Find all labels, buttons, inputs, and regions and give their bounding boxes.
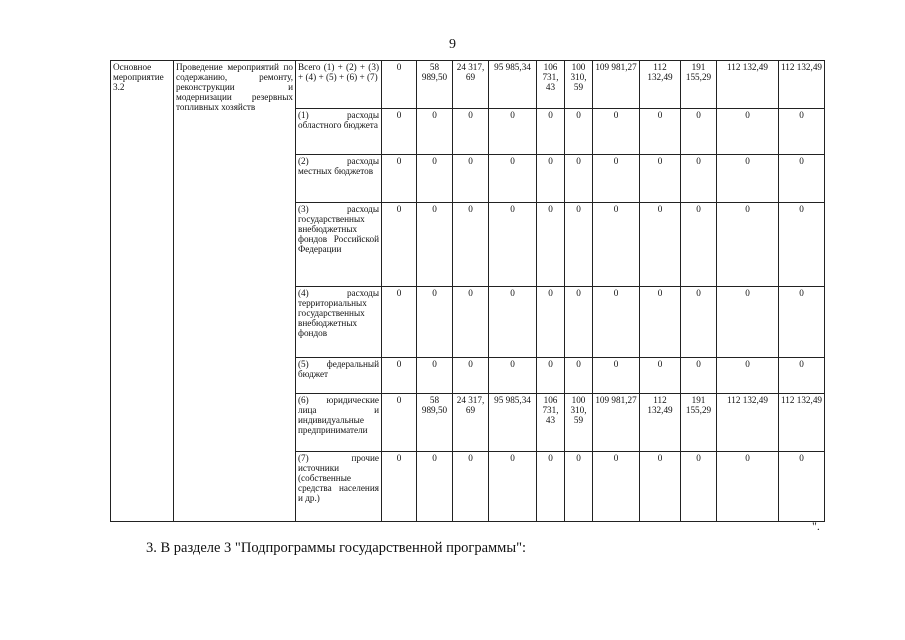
value-cell: 0 [681, 203, 717, 287]
value-cell: 112 132,49 [640, 61, 681, 109]
value-cell: 0 [717, 358, 779, 394]
value-cell: 0 [565, 358, 593, 394]
value-cell: 0 [537, 155, 565, 203]
value-cell: 112 132,49 [779, 394, 825, 452]
value-cell: 0 [537, 287, 565, 358]
value-cell: 112 132,49 [640, 394, 681, 452]
value-cell: 0 [489, 203, 537, 287]
value-cell: 0 [640, 203, 681, 287]
value-cell: 0 [489, 109, 537, 155]
value-cell: 0 [681, 287, 717, 358]
value-cell: 95 985,34 [489, 394, 537, 452]
value-cell: 0 [681, 358, 717, 394]
value-cell: 0 [593, 358, 640, 394]
value-cell: 106 731, 43 [537, 61, 565, 109]
value-cell: 0 [565, 155, 593, 203]
value-cell: 0 [593, 287, 640, 358]
value-cell: 0 [453, 358, 489, 394]
value-cell: 0 [382, 155, 417, 203]
source-cell: (1) расходы областного бюджета [296, 109, 382, 155]
value-cell: 0 [717, 452, 779, 522]
value-cell: 0 [565, 109, 593, 155]
value-cell: 0 [453, 203, 489, 287]
value-cell: 0 [382, 203, 417, 287]
value-cell: 58 989,50 [417, 394, 453, 452]
value-cell: 191 155,29 [681, 394, 717, 452]
source-cell: Всего (1) + (2) + (3) + (4) + (5) + (6) + (7) [296, 61, 382, 109]
value-cell: 0 [640, 452, 681, 522]
value-cell: 0 [537, 358, 565, 394]
value-cell: 0 [417, 203, 453, 287]
value-cell: 0 [593, 203, 640, 287]
funding-table [110, 60, 825, 522]
value-cell: 0 [382, 394, 417, 452]
next-paragraph: 3. В разделе 3 "Подпрограммы государственной программы": [146, 540, 527, 556]
value-cell: 0 [417, 109, 453, 155]
value-cell: 0 [382, 287, 417, 358]
source-cell: (3) расходы государственных внебюджетных фондов Российской Федерации [296, 203, 382, 287]
value-cell: 0 [417, 452, 453, 522]
value-cell: 0 [779, 203, 825, 287]
value-cell: 0 [565, 203, 593, 287]
value-cell: 0 [489, 358, 537, 394]
closing-quote-mark: ". [812, 519, 820, 533]
value-cell: 0 [640, 155, 681, 203]
value-cell: 0 [717, 203, 779, 287]
value-cell: 0 [681, 452, 717, 522]
value-cell: 112 132,49 [717, 61, 779, 109]
value-cell: 0 [489, 287, 537, 358]
value-cell: 112 132,49 [779, 61, 825, 109]
value-cell: 0 [779, 358, 825, 394]
table-body [111, 61, 825, 522]
measure-code-cell: Основное мероприятие 3.2 [111, 61, 174, 522]
value-cell: 0 [640, 109, 681, 155]
source-cell: (4) расходы территориальных государственных внебюджетных фондов [296, 287, 382, 358]
value-cell: 0 [489, 155, 537, 203]
value-cell: 0 [717, 155, 779, 203]
value-cell: 0 [779, 155, 825, 203]
table-row [111, 61, 825, 109]
value-cell: 0 [779, 452, 825, 522]
value-cell: 58 989,50 [417, 61, 453, 109]
value-cell: 0 [537, 109, 565, 155]
value-cell: 0 [453, 452, 489, 522]
value-cell: 191 155,29 [681, 61, 717, 109]
value-cell: 0 [593, 109, 640, 155]
value-cell: 0 [453, 155, 489, 203]
value-cell: 0 [453, 109, 489, 155]
value-cell: 0 [681, 155, 717, 203]
value-cell: 106 731, 43 [537, 394, 565, 452]
page-number: 9 [449, 37, 456, 52]
value-cell: 109 981,27 [593, 61, 640, 109]
value-cell: 0 [417, 155, 453, 203]
source-cell: (5) федеральный бюджет [296, 358, 382, 394]
value-cell: 0 [593, 452, 640, 522]
value-cell: 24 317, 69 [453, 394, 489, 452]
source-cell: (2) расходы местных бюджетов [296, 155, 382, 203]
value-cell: 0 [593, 155, 640, 203]
value-cell: 0 [537, 452, 565, 522]
value-cell: 0 [640, 358, 681, 394]
value-cell: 100 310, 59 [565, 394, 593, 452]
value-cell: 95 985,34 [489, 61, 537, 109]
value-cell: 0 [453, 287, 489, 358]
value-cell: 0 [565, 452, 593, 522]
measure-name-cell: Проведение мероприятий по содержанию, ремонту, реконструкции и модернизации резервных топливных хозяйств [174, 61, 296, 522]
value-cell: 112 132,49 [717, 394, 779, 452]
value-cell: 0 [779, 109, 825, 155]
value-cell: 0 [489, 452, 537, 522]
value-cell: 0 [382, 358, 417, 394]
value-cell: 0 [537, 203, 565, 287]
value-cell: 0 [681, 109, 717, 155]
value-cell: 0 [717, 287, 779, 358]
source-cell: (6) юридические лица и индивидуальные предприниматели [296, 394, 382, 452]
value-cell: 0 [565, 287, 593, 358]
source-cell: (7) прочие источники (собственные средства населения и др.) [296, 452, 382, 522]
value-cell: 0 [382, 61, 417, 109]
value-cell: 0 [382, 452, 417, 522]
value-cell: 0 [779, 287, 825, 358]
value-cell: 109 981,27 [593, 394, 640, 452]
value-cell: 0 [382, 109, 417, 155]
value-cell: 0 [417, 358, 453, 394]
value-cell: 0 [717, 109, 779, 155]
value-cell: 0 [417, 287, 453, 358]
value-cell: 24 317, 69 [453, 61, 489, 109]
value-cell: 100 310, 59 [565, 61, 593, 109]
value-cell: 0 [640, 287, 681, 358]
